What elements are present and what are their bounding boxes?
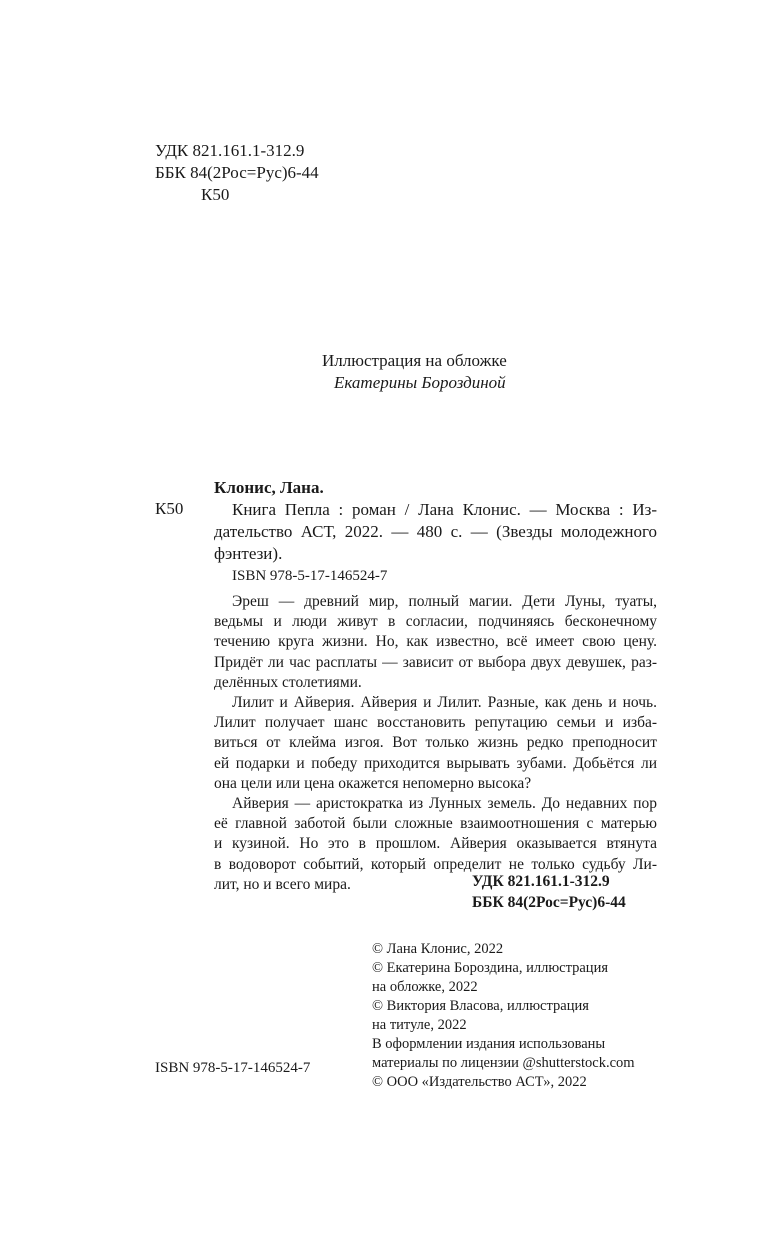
annotation-line: виться от клейма изгоя. Вот только жизнь редко преподносит [214, 734, 657, 752]
annotation-line: она цели или цена окажется непомерно высока? [214, 774, 532, 792]
record-author: Клонис, Лана. [214, 478, 324, 497]
annotation-line: Айверия — аристократка из Лунных земель. До недавних пор [232, 795, 657, 813]
isbn-bottom: ISBN 978-5-17-146524-7 [155, 1060, 311, 1076]
copyright-line: © Виктория Власова, иллюстрация [372, 998, 589, 1014]
annotation-line: ведьмы и люди живут в согласии, подчиняясь бесконечному [214, 613, 657, 631]
udk-code-bottom: УДК 821.161.1-312.9 [472, 873, 610, 890]
annotation-line: в водоворот событий, который определит не только судьбу Ли- [214, 855, 657, 873]
copyright-line: © Екатерина Бороздина, иллюстрация [372, 960, 609, 976]
annotation-line: Лилит и Айверия. Айверия и Лилит. Разные, как день и ночь. [232, 694, 657, 712]
annotation-line: ей подарки и победу приходится вырывать зубами. Добьётся ли [214, 754, 657, 772]
copyright-line: © Лана Клонис, 2022 [372, 941, 504, 957]
annotation-line: течению круга жизни. Но, как известно, всё имеет свою цену. [214, 633, 657, 651]
annotation-line: её главной заботой были сложные взаимоотношения с матерью [214, 815, 657, 833]
bottom-classification-codes [472, 871, 626, 913]
illustration-label: Иллюстрация на обложке [322, 351, 507, 370]
copyright-line: материалы по лицензии @shutterstock.com [372, 1055, 635, 1071]
record-line: Книга Пепла : роман / Лана Клонис. — Москва : Из- [232, 500, 657, 519]
record-line: дательство АСТ, 2022. — 480 с. — (Звезды молодежного [214, 522, 657, 541]
record-isbn: ISBN 978-5-17-146524-7 [232, 568, 388, 584]
annotation-line: Придёт ли час расплаты — зависит от выбора двух девушек, раз- [214, 653, 657, 671]
bibliographic-record [214, 499, 657, 565]
annotation-line: Лилит получает шанс восстановить репутацию семьи и изба- [214, 714, 657, 732]
record-line: фэнтези). [214, 544, 283, 563]
top-classification-codes [155, 140, 319, 206]
record-mark: К50 [155, 499, 184, 518]
copyright-line: © ООО «Издательство АСТ», 2022 [372, 1074, 587, 1090]
author-mark: К50 [201, 185, 230, 204]
annotation-line: и кузиной. Но это в прошлом. Айверия оказывается втянута [214, 835, 657, 853]
bbk-code: ББК 84(2Рос=Рус)6-44 [155, 163, 319, 182]
illustration-artist: Екатерины Бороздиной [334, 373, 506, 392]
copyright-line: В оформлении издания использованы [372, 1036, 606, 1052]
copyright-line: на обложке, 2022 [372, 979, 478, 995]
annotation-line: лит, но и всего мира. [214, 875, 351, 893]
copyright-block [372, 940, 635, 1092]
bbk-code-bottom: ББК 84(2Рос=Рус)6-44 [472, 894, 626, 911]
annotation-line: Эреш — древний мир, полный магии. Дети Луны, туаты, [232, 593, 657, 610]
annotation [214, 592, 657, 895]
copyright-line: на титуле, 2022 [372, 1017, 467, 1033]
illustration-credit [322, 350, 507, 394]
annotation-line: делённых столетиями. [214, 673, 362, 691]
udk-code: УДК 821.161.1-312.9 [155, 141, 305, 160]
